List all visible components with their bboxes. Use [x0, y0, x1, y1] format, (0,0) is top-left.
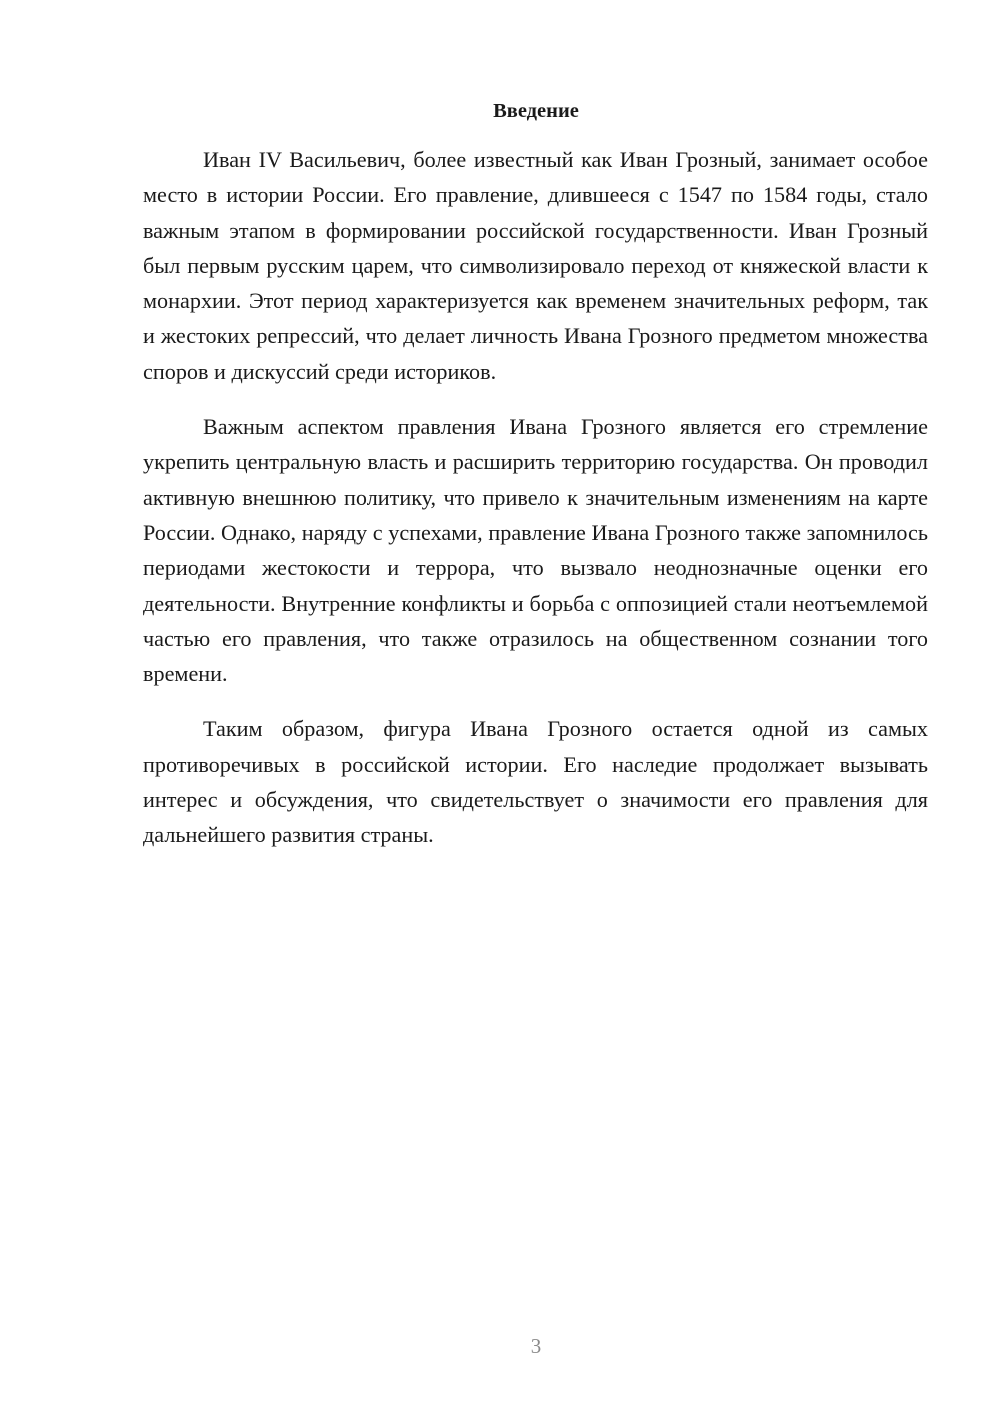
paragraph-1: Иван IV Васильевич, более известный как Иван Грозный, занимает особое место в истории России. Его правление, длившееся с 1547 по 1584 годы, стало важным этапом в формировании российской государственности. Иван Грозный был первым русским царем, что символизировало переход от княжеской власти к монархии. Этот период характеризуется как временем значительных реформ, так и жестоких репрессий, что делает личность Ивана Грозного предметом множества споров и дискуссий среди историков.	[143, 147, 928, 384]
body-text	[143, 142, 928, 853]
paragraph-3: Таким образом, фигура Ивана Грозного остается одной из самых противоречивых в российской истории. Его наследие продолжает вызывать интерес и обсуждения, что свидетельствует о значимости его правления для дальнейшего развития страны.	[143, 716, 928, 848]
page-number: 3	[530, 1334, 542, 1358]
section-heading: Введение	[493, 100, 579, 122]
paragraph-2: Важным аспектом правления Ивана Грозного является его стремление укрепить центральную власть и расширить территорию государства. Он проводил активную внешнюю политику, что привело к значительным изменениям на карте России. Однако, наряду с успехами, правление Ивана Грозного также запомнилось периодами жестокости и террора, что вызвало неоднозначные оценки его деятельности. Внутренние конфликты и борьба с оппозицией стали неотъемлемой частью его правления, что также отразилось на общественном сознании того времени.	[143, 414, 928, 687]
